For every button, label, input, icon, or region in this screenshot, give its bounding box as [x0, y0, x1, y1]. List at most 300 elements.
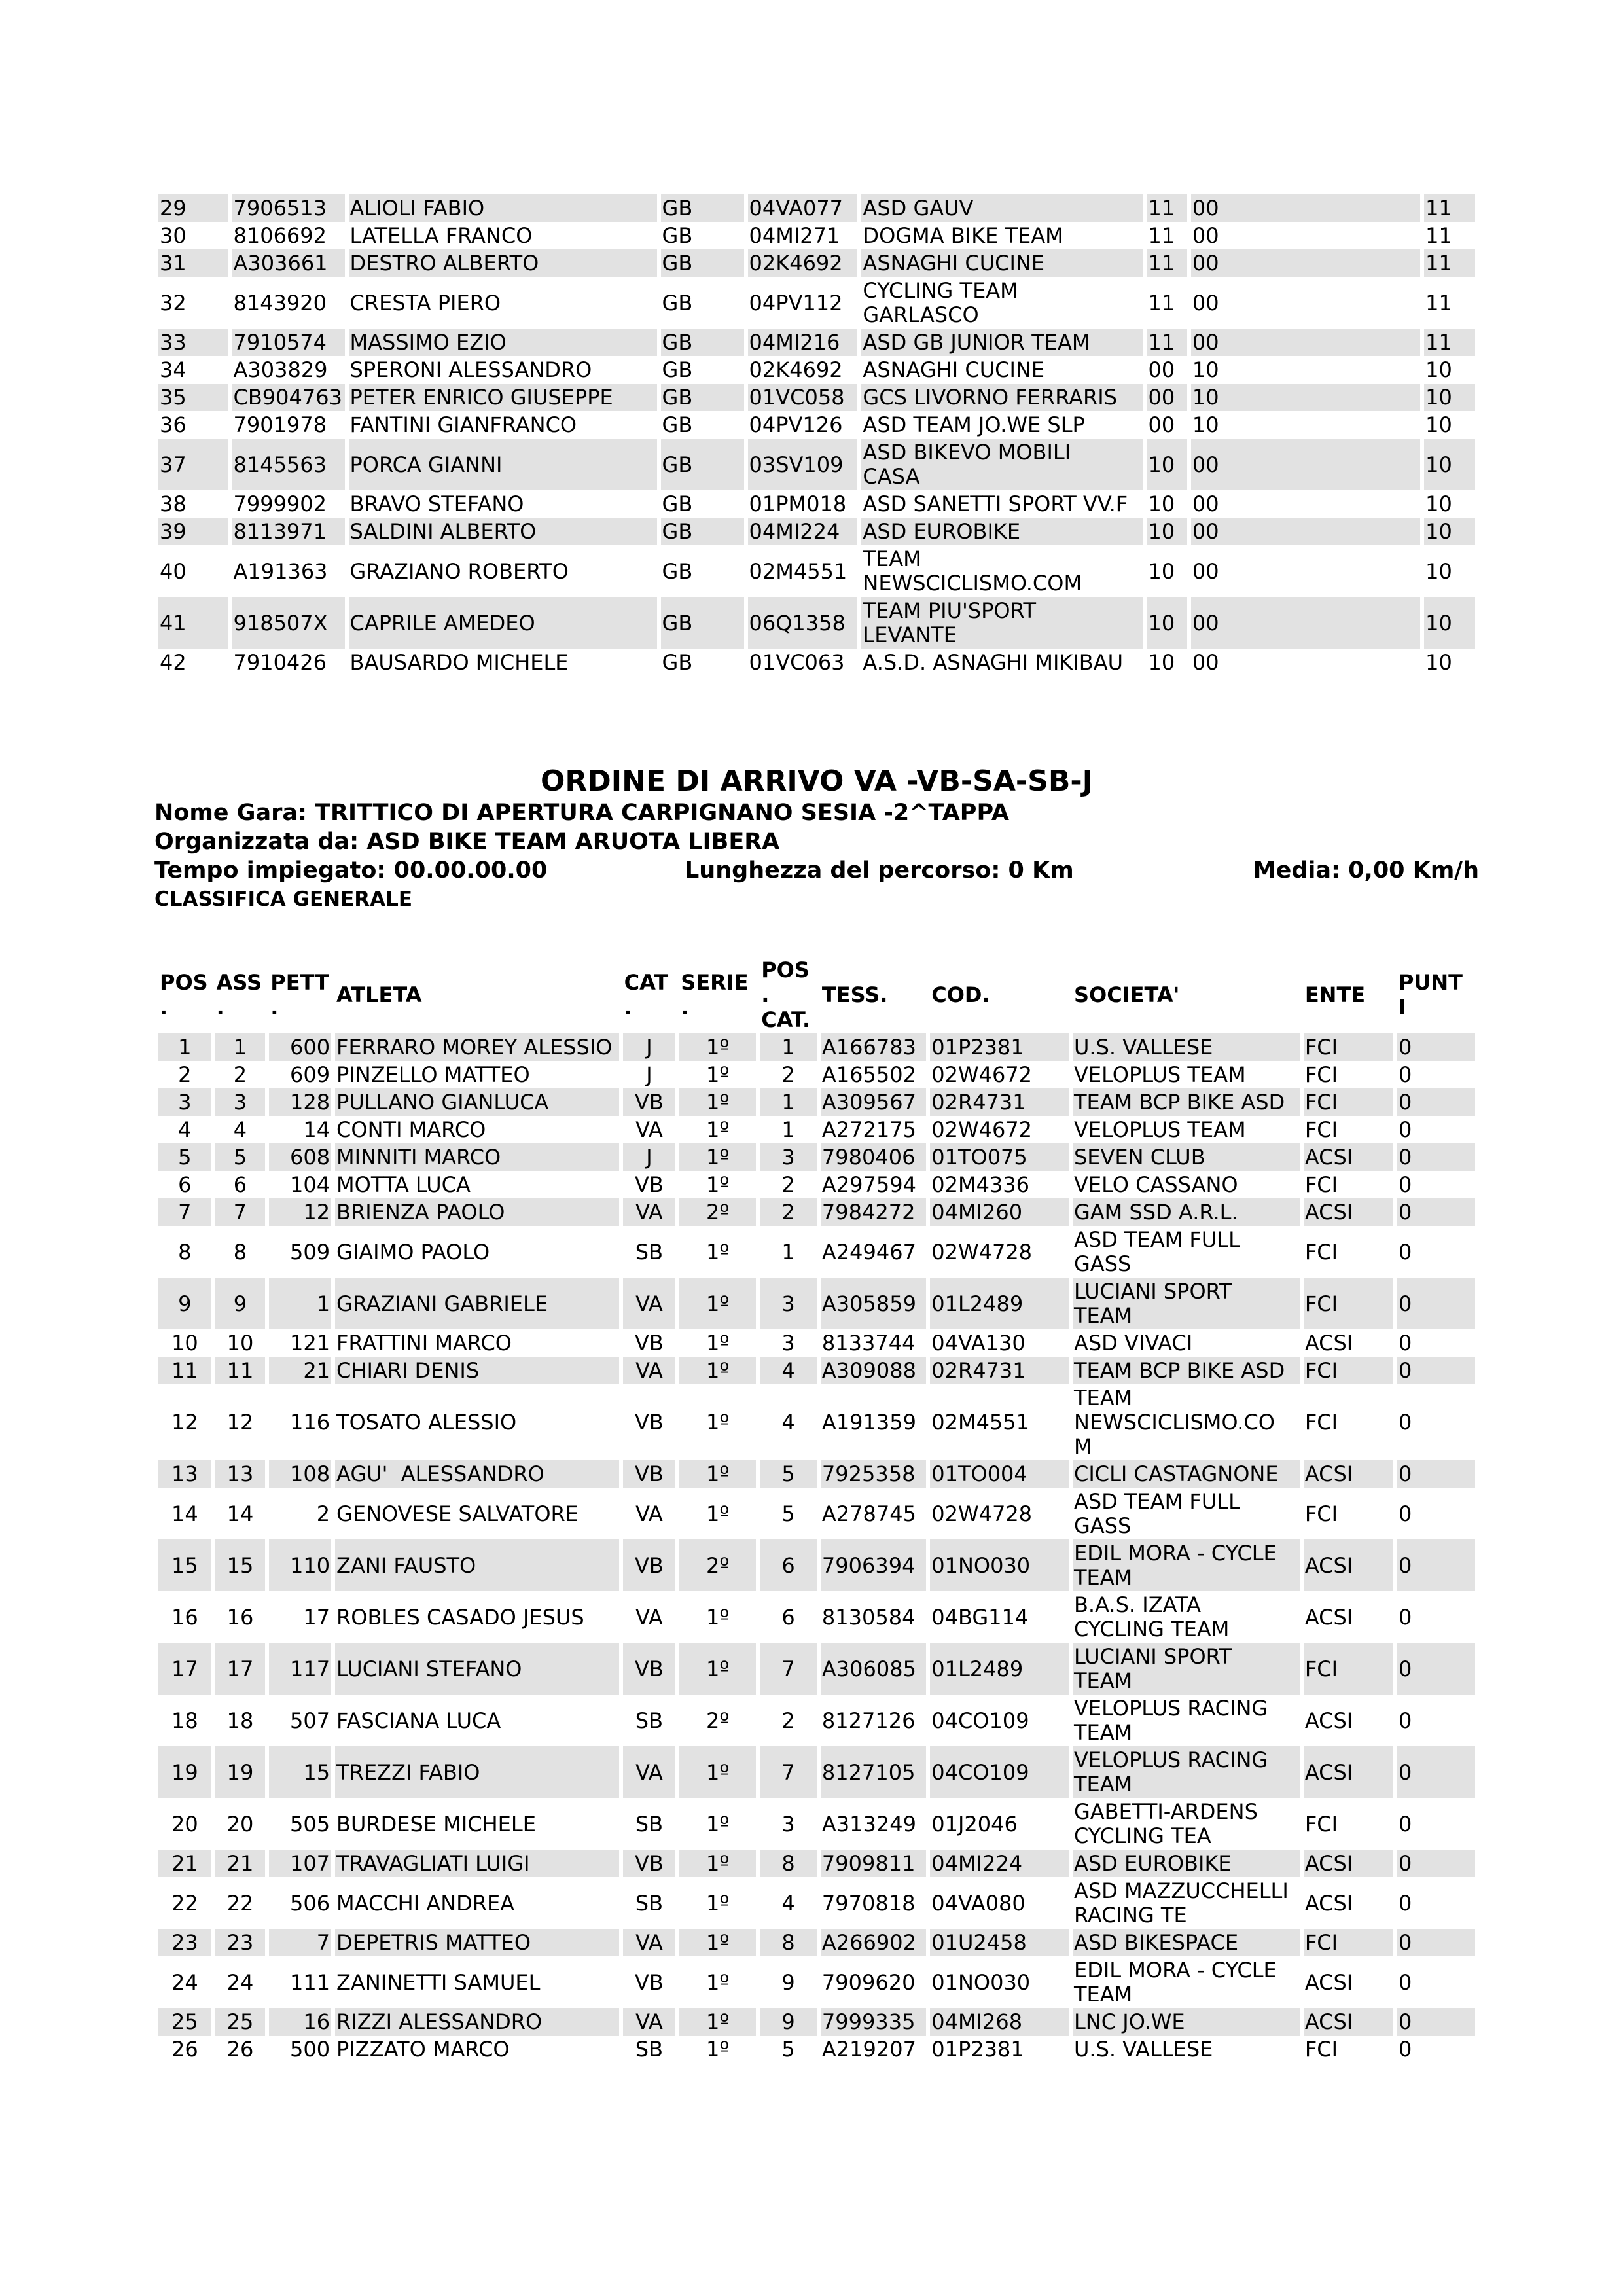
cell-ente: ACSI	[1304, 1460, 1393, 1488]
cell-serie: 1º	[679, 1929, 756, 1956]
cell-pett: 17	[269, 1591, 331, 1643]
cell-punti: 0	[1397, 1143, 1475, 1171]
cell-atleta: BAUSARDO MICHELE	[349, 649, 657, 676]
cell-cod: 06Q1358	[748, 597, 858, 649]
cell-cod: 01P2381	[930, 1033, 1069, 1061]
cell-pett: 21	[269, 1357, 331, 1384]
cell-cat: J	[623, 1061, 676, 1088]
cell-atleta: DESTRO ALBERTO	[349, 249, 657, 277]
cell-societa: TEAM BCP BIKE ASD	[1073, 1357, 1300, 1384]
cell-pos: 29	[158, 194, 228, 222]
cell-a: 11	[1147, 249, 1186, 277]
cell-pos: 40	[158, 545, 228, 597]
cell-societa: ASD TEAM FULL GASS	[1073, 1226, 1300, 1278]
col-tess: TESS.	[821, 956, 926, 1033]
cell-b: 00	[1191, 518, 1420, 545]
cell-serie: 1º	[679, 1798, 756, 1850]
cell-serie: 1º	[679, 1746, 756, 1798]
cell-tess: A272175	[821, 1116, 926, 1143]
cell-serie: 2º	[679, 1695, 756, 1746]
cell-atleta: PETER ENRICO GIUSEPPE	[349, 384, 657, 411]
cell-ente: FCI	[1304, 1278, 1393, 1329]
cell-pos: 2	[158, 1061, 211, 1088]
cell-b: 00	[1191, 277, 1420, 329]
cell-ass: 8	[215, 1226, 266, 1278]
cell-ass: 3	[215, 1088, 266, 1116]
cell-punti: 10	[1424, 439, 1475, 490]
cell-atleta: MINNITI MARCO	[335, 1143, 619, 1171]
cell-tess: 7910426	[232, 649, 344, 676]
cell-poscat: 8	[760, 1929, 817, 1956]
table-row	[158, 1798, 1475, 1850]
cell-tess: A303829	[232, 356, 344, 384]
cell-serie: 1º	[679, 1278, 756, 1329]
cell-serie: 1º	[679, 1488, 756, 1539]
cell-cat: J	[623, 1143, 676, 1171]
cell-punti: 11	[1424, 222, 1475, 249]
cell-tess: 8143920	[232, 277, 344, 329]
cell-ente: ACSI	[1304, 1539, 1393, 1591]
cell-atleta: CRESTA PIERO	[349, 277, 657, 329]
cell-tess: 7925358	[821, 1460, 926, 1488]
cell-cod: 01NO030	[930, 1956, 1069, 2008]
cell-punti: 10	[1424, 518, 1475, 545]
cell-ente: FCI	[1304, 2036, 1393, 2063]
cell-a: 11	[1147, 222, 1186, 249]
cell-punti: 10	[1424, 597, 1475, 649]
cell-punti: 10	[1424, 649, 1475, 676]
cell-ass: 18	[215, 1695, 266, 1746]
cell-tess: 7910574	[232, 329, 344, 356]
cell-tess: A313249	[821, 1798, 926, 1850]
cell-poscat: 2	[760, 1061, 817, 1088]
col-ente: ENTE	[1304, 956, 1393, 1033]
cell-cat: VA	[623, 1488, 676, 1539]
cell-societa: A.S.D. ASNAGHI MIKIBAU	[861, 649, 1143, 676]
cell-b: 00	[1191, 329, 1420, 356]
cell-ass: 5	[215, 1143, 266, 1171]
table-row	[158, 1695, 1475, 1746]
cell-ass: 7	[215, 1198, 266, 1226]
cell-societa: SEVEN CLUB	[1073, 1143, 1300, 1171]
cell-serie: 1º	[679, 1171, 756, 1198]
table-row	[158, 222, 1475, 249]
cell-atleta: MOTTA LUCA	[335, 1171, 619, 1198]
cell-societa: VELOPLUS RACING TEAM	[1073, 1695, 1300, 1746]
cell-pett: 121	[269, 1329, 331, 1357]
cell-tess: A309088	[821, 1357, 926, 1384]
cell-ente: FCI	[1304, 1116, 1393, 1143]
table-row	[158, 1061, 1475, 1088]
cell-cod: 01PM018	[748, 490, 858, 518]
cell-societa: B.A.S. IZATA CYCLING TEAM	[1073, 1591, 1300, 1643]
table-row	[158, 1956, 1475, 2008]
cell-pos: 19	[158, 1746, 211, 1798]
table-row	[158, 518, 1475, 545]
cell-societa: LNC JO.WE	[1073, 2008, 1300, 2036]
cell-societa: ASD SANETTI SPORT VV.F	[861, 490, 1143, 518]
cell-tess: A219207	[821, 2036, 926, 2063]
cell-tess: 8130584	[821, 1591, 926, 1643]
cell-serie: 1º	[679, 1956, 756, 2008]
cell-ente: ACSI	[1304, 1591, 1393, 1643]
table-row	[158, 1384, 1475, 1460]
cell-a: 10	[1147, 439, 1186, 490]
cell-pos: 15	[158, 1539, 211, 1591]
cell-pos: 6	[158, 1171, 211, 1198]
cell-societa: U.S. VALLESE	[1073, 1033, 1300, 1061]
table-row	[158, 649, 1475, 676]
cell-pett: 107	[269, 1850, 331, 1877]
cell-atleta: FRATTINI MARCO	[335, 1329, 619, 1357]
cell-pett: 608	[269, 1143, 331, 1171]
cell-serie: 1º	[679, 1143, 756, 1171]
cell-cat: GB	[661, 411, 744, 439]
cell-pos: 20	[158, 1798, 211, 1850]
cell-ass: 9	[215, 1278, 266, 1329]
cell-serie: 1º	[679, 1061, 756, 1088]
cell-atleta: GRAZIANI GABRIELE	[335, 1278, 619, 1329]
cell-punti: 0	[1397, 1226, 1475, 1278]
results-header-row	[158, 956, 1475, 1033]
cell-pos: 39	[158, 518, 228, 545]
col-poscat: POS . CAT.	[760, 956, 817, 1033]
cell-cat: VA	[623, 1929, 676, 1956]
cell-cod: 04PV126	[748, 411, 858, 439]
cell-cod: 02W4728	[930, 1488, 1069, 1539]
cell-pos: 33	[158, 329, 228, 356]
cell-societa: CICLI CASTAGNONE	[1073, 1460, 1300, 1488]
cell-societa: EDIL MORA - CYCLE TEAM	[1073, 1539, 1300, 1591]
cell-poscat: 9	[760, 1956, 817, 2008]
cell-cat: VA	[623, 2008, 676, 2036]
cell-tess: A278745	[821, 1488, 926, 1539]
cell-cod: 02M4551	[748, 545, 858, 597]
table-row	[158, 1198, 1475, 1226]
cell-poscat: 1	[760, 1226, 817, 1278]
table-row	[158, 1850, 1475, 1877]
cell-ass: 20	[215, 1798, 266, 1850]
cell-cod: 04CO109	[930, 1746, 1069, 1798]
cell-pos: 14	[158, 1488, 211, 1539]
race-title: ORDINE DI ARRIVO VA -VB-SA-SB-J	[541, 764, 1093, 798]
cell-pett: 117	[269, 1643, 331, 1695]
cell-pett: 600	[269, 1033, 331, 1061]
cell-ass: 10	[215, 1329, 266, 1357]
cell-tess: CB904763	[232, 384, 344, 411]
cell-punti: 0	[1397, 1850, 1475, 1877]
cell-pos: 26	[158, 2036, 211, 2063]
cell-poscat: 5	[760, 2036, 817, 2063]
cell-ente: ACSI	[1304, 1143, 1393, 1171]
cell-serie: 1º	[679, 1384, 756, 1460]
cell-atleta: BRAVO STEFANO	[349, 490, 657, 518]
cell-serie: 2º	[679, 1198, 756, 1226]
cell-pett: 108	[269, 1460, 331, 1488]
cell-cat: GB	[661, 194, 744, 222]
cell-cod: 02M4551	[930, 1384, 1069, 1460]
cell-punti: 0	[1397, 2036, 1475, 2063]
cell-pett: 14	[269, 1116, 331, 1143]
cell-cat: GB	[661, 222, 744, 249]
cell-pos: 22	[158, 1877, 211, 1929]
cell-punti: 0	[1397, 1695, 1475, 1746]
cell-tess: 7906513	[232, 194, 344, 222]
cell-pett: 2	[269, 1488, 331, 1539]
cell-tess: 8133744	[821, 1329, 926, 1357]
table-row	[158, 329, 1475, 356]
table-row	[158, 1877, 1475, 1929]
cell-b: 10	[1191, 411, 1420, 439]
cell-ente: ACSI	[1304, 1329, 1393, 1357]
cell-atleta: FERRARO MOREY ALESSIO	[335, 1033, 619, 1061]
cell-cat: VB	[623, 1956, 676, 2008]
table-row	[158, 1171, 1475, 1198]
cell-poscat: 3	[760, 1329, 817, 1357]
cell-pett: 128	[269, 1088, 331, 1116]
cell-atleta: PULLANO GIANLUCA	[335, 1088, 619, 1116]
cell-cod: 01TO075	[930, 1143, 1069, 1171]
cell-ente: FCI	[1304, 1798, 1393, 1850]
cell-ente: ACSI	[1304, 1956, 1393, 2008]
cell-pett: 509	[269, 1226, 331, 1278]
cell-tess: A305859	[821, 1278, 926, 1329]
cell-ente: ACSI	[1304, 2008, 1393, 2036]
cell-cat: GB	[661, 249, 744, 277]
cell-a: 00	[1147, 356, 1186, 384]
cell-tess: 8127105	[821, 1746, 926, 1798]
cell-pos: 41	[158, 597, 228, 649]
cell-a: 00	[1147, 384, 1186, 411]
cell-serie: 1º	[679, 1033, 756, 1061]
table-row	[158, 411, 1475, 439]
cell-punti: 0	[1397, 1384, 1475, 1460]
cell-ass: 24	[215, 1956, 266, 2008]
cell-cat: SB	[623, 1695, 676, 1746]
cell-ente: FCI	[1304, 1061, 1393, 1088]
table-row	[158, 249, 1475, 277]
cell-ass: 22	[215, 1877, 266, 1929]
cell-punti: 0	[1397, 1539, 1475, 1591]
cell-ente: ACSI	[1304, 1198, 1393, 1226]
cell-atleta: GIAIMO PAOLO	[335, 1226, 619, 1278]
cell-poscat: 5	[760, 1460, 817, 1488]
cell-punti: 0	[1397, 1591, 1475, 1643]
cell-pos: 1	[158, 1033, 211, 1061]
cell-tess: 7999902	[232, 490, 344, 518]
cell-pett: 500	[269, 2036, 331, 2063]
table-row	[158, 1116, 1475, 1143]
race-time: Tempo impiegato: 00.00.00.00	[154, 857, 548, 884]
cell-ass: 1	[215, 1033, 266, 1061]
cell-cod: 04MI224	[748, 518, 858, 545]
cell-tess: 8145563	[232, 439, 344, 490]
cell-poscat: 1	[760, 1116, 817, 1143]
cell-tess: 8127126	[821, 1695, 926, 1746]
cell-serie: 1º	[679, 1088, 756, 1116]
col-societa: SOCIETA'	[1073, 956, 1300, 1033]
col-pos: POS .	[158, 956, 211, 1033]
cell-cod: 04MI260	[930, 1198, 1069, 1226]
table-row	[158, 384, 1475, 411]
race-header	[154, 764, 1479, 912]
cell-ente: ACSI	[1304, 1877, 1393, 1929]
cell-cod: 01TO004	[930, 1460, 1069, 1488]
cell-b: 00	[1191, 649, 1420, 676]
cell-tess: 7970818	[821, 1877, 926, 1929]
cell-poscat: 8	[760, 1850, 817, 1877]
table-row	[158, 2008, 1475, 2036]
cell-atleta: GRAZIANO ROBERTO	[349, 545, 657, 597]
table-row	[158, 1539, 1475, 1591]
cell-ente: FCI	[1304, 1488, 1393, 1539]
cell-punti: 0	[1397, 1061, 1475, 1088]
cell-cod: 02K4692	[748, 249, 858, 277]
cell-serie: 1º	[679, 1877, 756, 1929]
cell-cod: 03SV109	[748, 439, 858, 490]
cell-pett: 110	[269, 1539, 331, 1591]
cell-pos: 4	[158, 1116, 211, 1143]
cell-a: 10	[1147, 649, 1186, 676]
cell-a: 11	[1147, 277, 1186, 329]
cell-serie: 1º	[679, 1329, 756, 1357]
cell-a: 10	[1147, 545, 1186, 597]
cell-ass: 4	[215, 1116, 266, 1143]
cell-poscat: 5	[760, 1488, 817, 1539]
table-row	[158, 1643, 1475, 1695]
cell-cat: GB	[661, 356, 744, 384]
cell-atleta: CONTI MARCO	[335, 1116, 619, 1143]
cell-poscat: 2	[760, 1198, 817, 1226]
cell-b: 00	[1191, 597, 1420, 649]
cell-tess: A303661	[232, 249, 344, 277]
cell-punti: 0	[1397, 1643, 1475, 1695]
cell-atleta: LUCIANI STEFANO	[335, 1643, 619, 1695]
cell-cod: 01U2458	[930, 1929, 1069, 1956]
col-punti: PUNT I	[1397, 956, 1475, 1033]
cell-cod: 01J2046	[930, 1798, 1069, 1850]
cell-b: 00	[1191, 194, 1420, 222]
cell-atleta: DEPETRIS MATTEO	[335, 1929, 619, 1956]
col-atleta: ATLETA	[335, 956, 619, 1033]
cell-cat: VB	[623, 1643, 676, 1695]
cell-punti: 11	[1424, 277, 1475, 329]
table-row	[158, 1746, 1475, 1798]
cell-poscat: 7	[760, 1643, 817, 1695]
cell-cod: 04MI224	[930, 1850, 1069, 1877]
cell-societa: EDIL MORA - CYCLE TEAM	[1073, 1956, 1300, 2008]
cell-tess: 8106692	[232, 222, 344, 249]
cell-cod: 04PV112	[748, 277, 858, 329]
cell-poscat: 6	[760, 1539, 817, 1591]
cell-societa: ASD BIKESPACE	[1073, 1929, 1300, 1956]
cell-a: 10	[1147, 518, 1186, 545]
results-table	[154, 956, 1479, 2063]
cell-b: 00	[1191, 439, 1420, 490]
cell-cat: VA	[623, 1198, 676, 1226]
cell-a: 11	[1147, 194, 1186, 222]
table-row	[158, 1226, 1475, 1278]
cell-tess: A309567	[821, 1088, 926, 1116]
cell-societa: ASD EUROBIKE	[861, 518, 1143, 545]
cell-poscat: 2	[760, 1695, 817, 1746]
cell-societa: VELO CASSANO	[1073, 1171, 1300, 1198]
cell-cat: SB	[623, 1877, 676, 1929]
cell-poscat: 4	[760, 1384, 817, 1460]
cell-cat: GB	[661, 439, 744, 490]
cell-ente: ACSI	[1304, 1850, 1393, 1877]
cell-ass: 13	[215, 1460, 266, 1488]
cell-ente: ACSI	[1304, 1746, 1393, 1798]
cell-pett: 116	[269, 1384, 331, 1460]
cell-cod: 04VA077	[748, 194, 858, 222]
cell-poscat: 3	[760, 1278, 817, 1329]
cell-pos: 31	[158, 249, 228, 277]
cell-societa: U.S. VALLESE	[1073, 2036, 1300, 2063]
cell-pett: 609	[269, 1061, 331, 1088]
cell-atleta: CAPRILE AMEDEO	[349, 597, 657, 649]
table-row	[158, 545, 1475, 597]
cell-serie: 1º	[679, 1643, 756, 1695]
cell-atleta: MASSIMO EZIO	[349, 329, 657, 356]
cell-atleta: LATELLA FRANCO	[349, 222, 657, 249]
cell-ente: FCI	[1304, 1357, 1393, 1384]
col-pett: PETT .	[269, 956, 331, 1033]
cell-punti: 0	[1397, 1929, 1475, 1956]
cell-cat: VB	[623, 1460, 676, 1488]
cell-pos: 32	[158, 277, 228, 329]
cell-serie: 1º	[679, 1460, 756, 1488]
cell-ass: 2	[215, 1061, 266, 1088]
cell-atleta: TREZZI FABIO	[335, 1746, 619, 1798]
cell-cat: VB	[623, 1171, 676, 1198]
table-row	[158, 277, 1475, 329]
race-length: Lunghezza del percorso: 0 Km	[685, 857, 1074, 884]
cell-punti: 11	[1424, 249, 1475, 277]
cell-punti: 0	[1397, 1956, 1475, 2008]
race-average: Media: 0,00 Km/h	[1253, 857, 1479, 884]
table-row	[158, 1488, 1475, 1539]
cell-serie: 1º	[679, 2008, 756, 2036]
cell-punti: 0	[1397, 1116, 1475, 1143]
cell-tess: A249467	[821, 1226, 926, 1278]
cell-cod: 01P2381	[930, 2036, 1069, 2063]
table-row	[158, 356, 1475, 384]
cell-cod: 02R4731	[930, 1088, 1069, 1116]
cell-tess: A297594	[821, 1171, 926, 1198]
cell-b: 10	[1191, 384, 1420, 411]
cell-atleta: PINZELLO MATTEO	[335, 1061, 619, 1088]
cell-atleta: ALIOLI FABIO	[349, 194, 657, 222]
cell-societa: ASD VIVACI	[1073, 1329, 1300, 1357]
cell-pos: 42	[158, 649, 228, 676]
cell-pos: 5	[158, 1143, 211, 1171]
cell-poscat: 2	[760, 1171, 817, 1198]
cell-cat: J	[623, 1033, 676, 1061]
cell-ass: 19	[215, 1746, 266, 1798]
cell-tess: 7901978	[232, 411, 344, 439]
col-cat: CAT .	[623, 956, 676, 1033]
cell-b: 00	[1191, 249, 1420, 277]
cell-pos: 13	[158, 1460, 211, 1488]
col-cod: COD.	[930, 956, 1069, 1033]
cell-cod: 02K4692	[748, 356, 858, 384]
cell-ass: 15	[215, 1539, 266, 1591]
cell-cod: 04MI216	[748, 329, 858, 356]
cell-punti: 0	[1397, 1198, 1475, 1226]
cell-societa: ASD BIKEVO MOBILI CASA	[861, 439, 1143, 490]
cell-pos: 23	[158, 1929, 211, 1956]
